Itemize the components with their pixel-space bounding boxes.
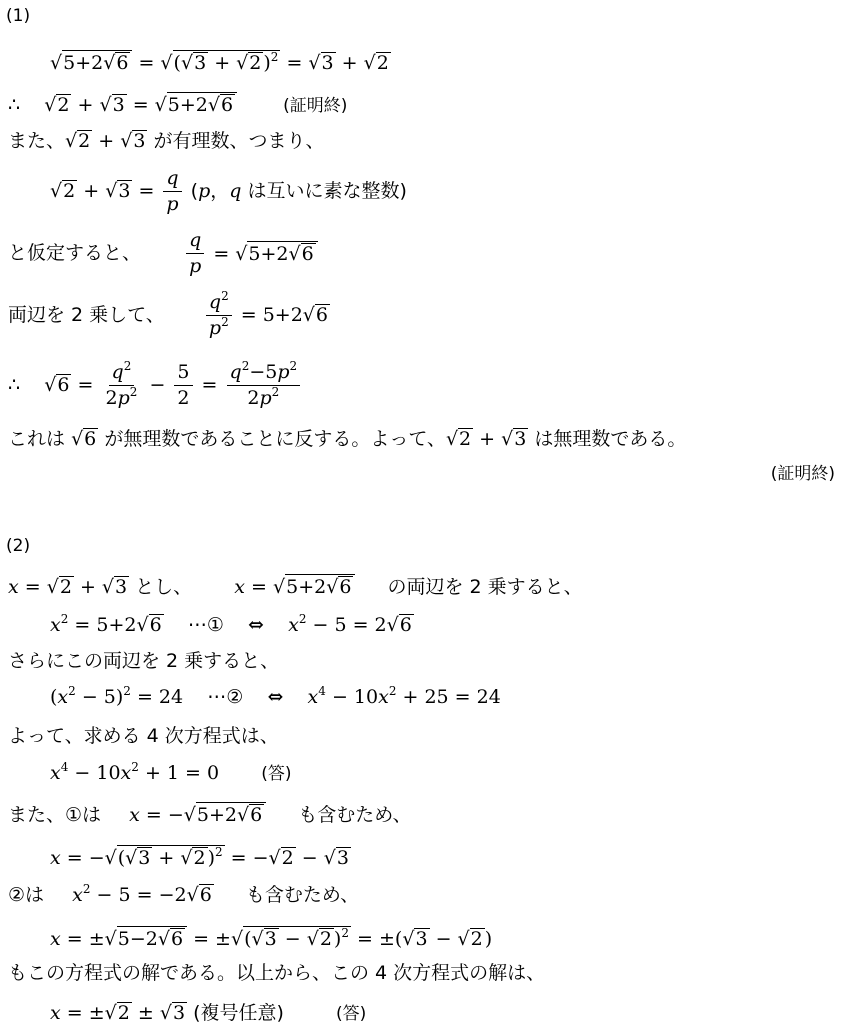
proof-end-2: (証明終) xyxy=(770,464,835,484)
text-sign-note: (複号任意) xyxy=(193,1002,284,1024)
line-contradiction: これは √6 が無理数であることに反する。よって、√2 + √3 は無理数である。 xyxy=(8,428,687,450)
text-also1: また、①は xyxy=(8,804,102,826)
eq-8: $x^2 = 5+2√6$ ⋯① ⇔ $x^2 - 5 = 2√6$ xyxy=(50,612,412,636)
text-assume: と仮定すると、 xyxy=(8,241,142,264)
answer-tag-1: (答) xyxy=(261,764,292,784)
text-coprime: は互いに素な整数) xyxy=(247,179,407,202)
text-square-again: さらにこの両辺を 2 乗すると、 xyxy=(8,650,280,672)
text-thus: よって、求める 4 次方程式は、 xyxy=(8,725,279,747)
text-also1-suffix: も含むため、 xyxy=(298,804,412,826)
eq-6: ∴ √6 = $\frac{q^2}{2p^2}$ − $\frac{5}{2}$ = $\frac{q^2-5p^2}{2p^2}$ xyxy=(8,362,303,409)
part2-label: (2) xyxy=(6,536,31,556)
eq-7: x = √2 + √3 とし、 x = √5+2√6 の両辺を 2 乗すると、 xyxy=(8,576,583,598)
eq-3: √2 + √3 = $\frac{q}{p}$ (p，q は互いに素な整数) xyxy=(50,167,407,215)
text-also2: ②は xyxy=(8,884,45,906)
answer-tag-2: (答) xyxy=(336,1004,367,1024)
text-solutions: もこの方程式の解である。以上から、この 4 次方程式の解は、 xyxy=(8,962,546,984)
eq-12: x = −√(√3 + √2 )$^2$ = −√2 − √3 xyxy=(50,845,349,869)
text-also2-suffix: も含むため、 xyxy=(245,884,360,906)
proof-end-1: (証明終) xyxy=(283,96,348,116)
eq-2: ∴ √2 + √3 = √5+2√6 (証明終) xyxy=(8,94,348,116)
eq-11: また、①は x = −√5+2√6 も含むため、 xyxy=(8,804,412,826)
part1-label: (1) xyxy=(6,6,31,26)
text-contra-mid: が無理数であることに反する。よって、 xyxy=(104,428,446,450)
text-square-both: 両辺を 2 乗して、 xyxy=(8,303,165,326)
eq-9: $(x^2 - 5)^2 = 24$ ⋯② ⇔ $x^4 - 10x^2 + 25 = 24$ xyxy=(50,684,501,708)
eq-15: x = ±√2 ± √3 (複号任意) (答) xyxy=(50,1002,367,1024)
eq-5: 両辺を 2 乗して、 $\frac{q^2}{p^2}$ = 5+2√6 xyxy=(8,289,329,339)
eq-10: $x^4 - 10x^2 + 1 = 0$ (答) xyxy=(50,760,292,784)
eq-1: √5+2√6 = √(√3 + √2 )$^2$ = √3 + √2 xyxy=(50,50,389,74)
line-assume-rational: また、√2 + √3 が有理数、つまり、 xyxy=(8,130,325,152)
text-also: また、 xyxy=(8,130,66,152)
eq-13: ②は $x^2 - 5 = -2√6$ も含むため、 xyxy=(8,882,360,906)
eq-4: と仮定すると、 $\frac{q}{p}$ = √5+2√6 xyxy=(8,230,318,277)
eq-14: x = ±√5−2√6 = ±√(√3 − √2 )$^2$ = ±(√3 − √2 ) xyxy=(50,926,493,950)
text-let: とし、 xyxy=(135,576,193,598)
text-rational: が有理数、つまり、 xyxy=(147,130,325,152)
text-contra-prefix: これは xyxy=(8,428,66,450)
text-contra-suffix: は無理数である。 xyxy=(534,428,687,450)
text-square: の両辺を 2 乗すると、 xyxy=(387,576,583,598)
